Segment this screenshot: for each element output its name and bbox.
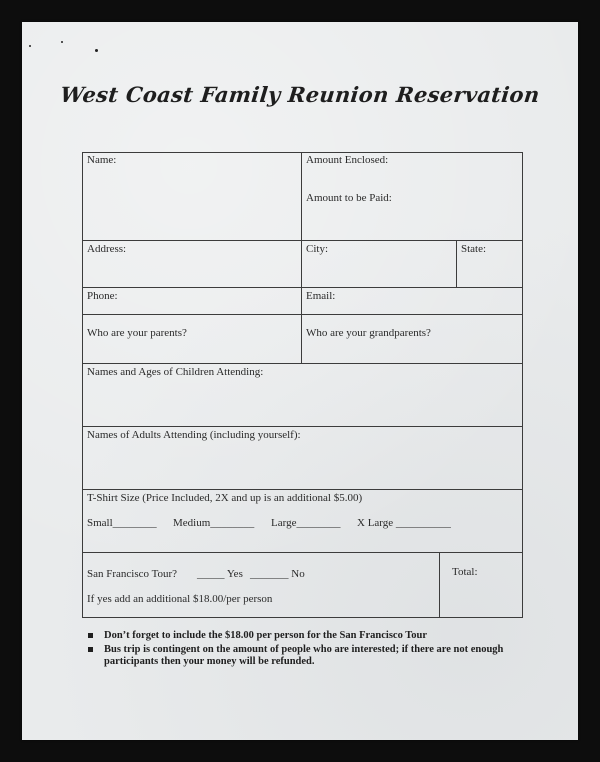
- state-field[interactable]: State:: [461, 243, 487, 255]
- column-divider: [456, 240, 457, 287]
- tour-question: San Francisco Tour?: [87, 568, 178, 580]
- parents-field[interactable]: Who are your parents?: [87, 327, 187, 339]
- table-border-right: [522, 152, 523, 618]
- paper-speck: [61, 41, 63, 43]
- notes-list: [88, 630, 518, 670]
- row-divider: [82, 314, 523, 315]
- name-field[interactable]: Name:: [87, 154, 117, 166]
- email-field[interactable]: Email:: [306, 290, 336, 302]
- note-text: Bus trip is contingent on the amount of people who are interested; if there are not enough participants then your money will be refunded.: [104, 643, 504, 667]
- tour-no-blank[interactable]: _______ No: [250, 568, 305, 580]
- row-divider: [82, 287, 523, 288]
- row-divider: [82, 426, 523, 427]
- column-divider: [439, 552, 440, 618]
- grandparents-field[interactable]: Who are your grandparents?: [306, 327, 431, 339]
- form-title: West Coast Family Reunion Reservation: [59, 82, 541, 107]
- note-item: [88, 630, 518, 643]
- amount-to-be-paid-field[interactable]: Amount to be Paid:: [306, 192, 392, 204]
- tshirt-size-heading: T-Shirt Size (Price Included, 2X and up is an additional $5.00): [87, 492, 363, 504]
- note-text: Don’t forget to include the $18.00 per person for the San Francisco Tour: [104, 630, 428, 641]
- bullet-icon: [88, 647, 93, 652]
- tour-cost-note: If yes add an additional $18.00/per person: [87, 593, 273, 605]
- paper-speck: [95, 49, 98, 52]
- bullet-icon: [88, 633, 93, 638]
- amount-enclosed-field[interactable]: Amount Enclosed:: [306, 154, 389, 166]
- phone-field[interactable]: Phone:: [87, 290, 118, 302]
- adults-attending-field[interactable]: Names of Adults Attending (including yourself):: [87, 429, 301, 441]
- total-field[interactable]: Total:: [452, 566, 478, 578]
- row-divider: [82, 363, 523, 364]
- note-item: [88, 644, 518, 669]
- address-field[interactable]: Address:: [87, 243, 127, 255]
- reservation-form-table: [82, 152, 523, 618]
- tshirt-xlarge-blank[interactable]: X Large __________: [357, 517, 451, 529]
- table-border-top: [82, 152, 523, 153]
- tshirt-large-blank[interactable]: Large________: [271, 517, 341, 529]
- row-divider: [82, 489, 523, 490]
- table-border-bottom: [82, 617, 523, 618]
- table-border-left: [82, 152, 83, 618]
- children-attending-field[interactable]: Names and Ages of Children Attending:: [87, 366, 264, 378]
- city-field[interactable]: City:: [306, 243, 329, 255]
- tshirt-medium-blank[interactable]: Medium________: [173, 517, 255, 529]
- column-divider: [301, 152, 302, 363]
- row-divider: [82, 552, 523, 553]
- paper-speck: [29, 45, 31, 47]
- tshirt-small-blank[interactable]: Small________: [87, 517, 157, 529]
- tour-yes-blank[interactable]: _____ Yes: [197, 568, 243, 580]
